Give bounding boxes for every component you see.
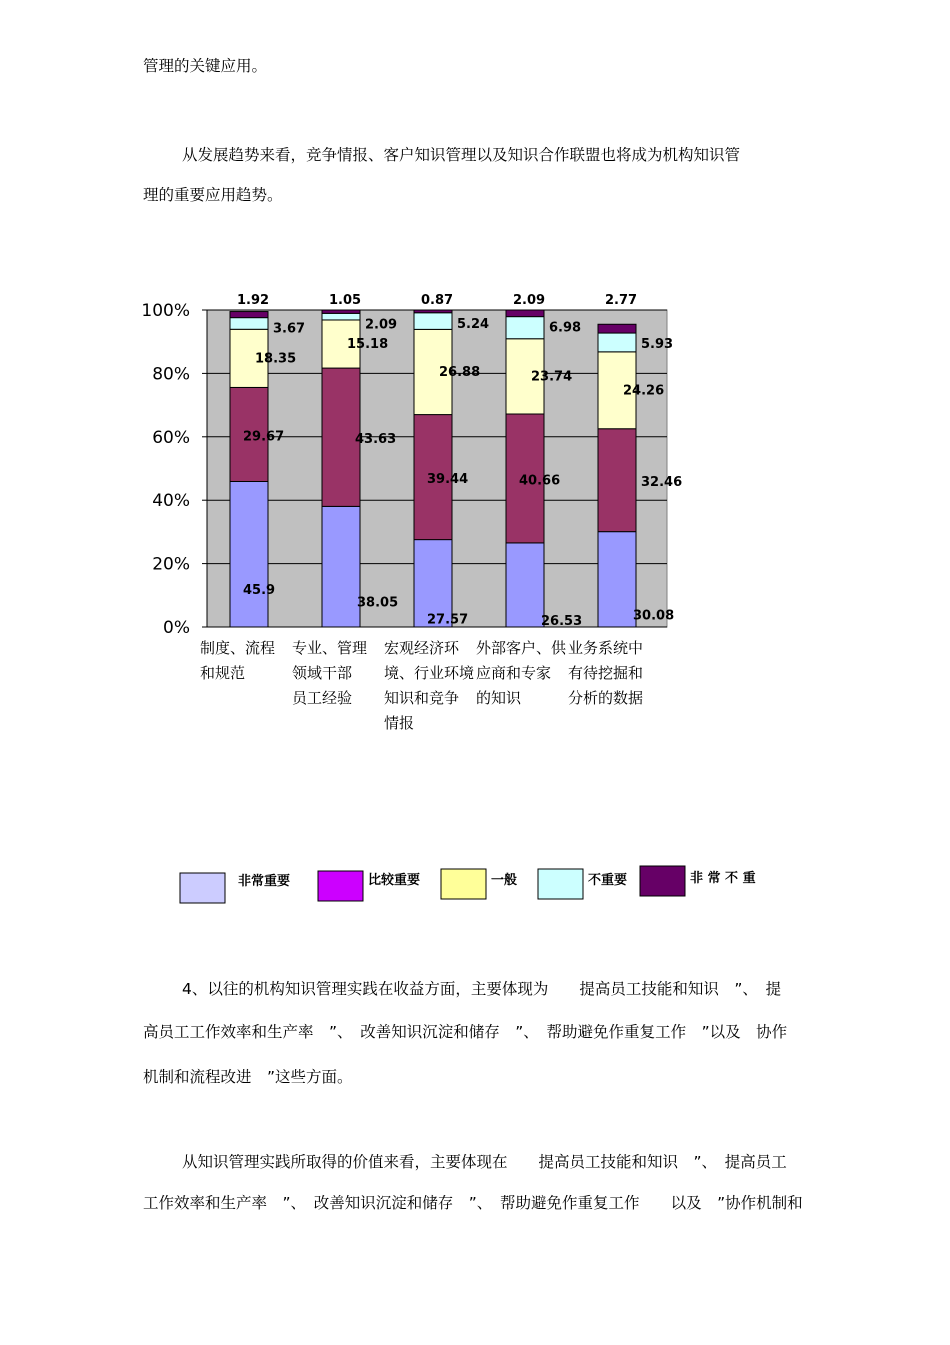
bar-segment xyxy=(322,313,360,320)
data-label: 43.63 xyxy=(355,432,397,448)
data-label: 15.18 xyxy=(347,337,389,353)
category-label: 宏观经济环 xyxy=(384,639,460,657)
data-label: 27.57 xyxy=(427,612,469,628)
category-label: 员工经验 xyxy=(292,689,353,707)
data-label: 1.92 xyxy=(237,293,270,308)
data-label: 2.09 xyxy=(365,317,398,333)
bar-segment xyxy=(598,324,636,333)
bar-segment xyxy=(598,532,636,627)
paragraph-4-line-1: 从知识管理实践所取得的价值来看，主要体现在 提高员工技能和知识 ”、 提高员工 xyxy=(182,1153,787,1171)
data-label: 26.53 xyxy=(541,613,583,629)
category-label: 的知识 xyxy=(476,689,522,707)
paragraph-1-line-1: 管理的关键应用。 xyxy=(143,57,268,75)
bar-segment xyxy=(230,318,268,330)
data-label: 26.88 xyxy=(439,364,481,380)
bar-segment xyxy=(322,506,360,627)
data-label: 2.77 xyxy=(605,293,638,308)
data-label: 23.74 xyxy=(531,369,573,385)
paragraph-3-line-2: 高员工工作效率和生产率 ”、 改善知识沉淀和储存 ”、 帮助避免作重复工作 ”以及 协作 xyxy=(143,1023,788,1041)
paragraph-3-line-3: 机制和流程改进 ”这些方面。 xyxy=(143,1068,353,1086)
data-label: 3.67 xyxy=(273,321,306,337)
legend-label: 比较重要 xyxy=(368,873,421,888)
bar-segment xyxy=(598,333,636,352)
legend-swatch xyxy=(538,869,583,899)
y-tick-label: 20% xyxy=(152,554,190,575)
legend-swatch xyxy=(640,866,685,896)
category-label: 领域干部 xyxy=(292,664,353,682)
data-label: 38.05 xyxy=(357,595,399,611)
y-tick-label: 60% xyxy=(152,427,190,448)
bar-segment xyxy=(506,310,544,317)
data-label: 0.87 xyxy=(421,293,454,308)
legend-label: 非 常 不 重 xyxy=(690,871,756,886)
bar-segment xyxy=(230,481,268,627)
y-tick-label: 80% xyxy=(152,364,190,385)
data-label: 1.05 xyxy=(329,293,362,308)
category-label: 知识和竞争 xyxy=(384,689,460,707)
data-label: 45.9 xyxy=(243,583,276,599)
paragraph-2-line-1: 从发展趋势来看，竞争情报、客户知识管理以及知识合作联盟也将成为机构知识管 xyxy=(182,146,741,164)
legend-label: 非常重要 xyxy=(238,874,291,889)
bar-segment xyxy=(414,310,452,313)
data-label: 24.26 xyxy=(623,383,665,399)
category-label: 业务系统中 xyxy=(568,639,644,657)
category-label: 和规范 xyxy=(200,664,246,682)
data-label: 39.44 xyxy=(427,472,469,488)
category-label: 专业、管理 xyxy=(292,639,368,657)
paragraph-3-line-1: 4、以往的机构知识管理实践在收益方面，主要体现为 提高员工技能和知识 ”、 提 xyxy=(182,980,782,998)
legend-label: 一般 xyxy=(491,873,518,888)
bar-segment xyxy=(322,310,360,313)
data-label: 32.46 xyxy=(641,475,683,491)
data-label: 30.08 xyxy=(633,608,675,624)
data-label: 5.24 xyxy=(457,316,490,332)
bar-segment xyxy=(506,543,544,627)
bar-segment xyxy=(414,313,452,330)
data-label: 29.67 xyxy=(243,429,285,445)
data-label: 2.09 xyxy=(513,293,546,308)
category-label: 制度、流程 xyxy=(200,639,276,657)
category-label: 分析的数据 xyxy=(568,689,644,707)
data-label: 6.98 xyxy=(549,320,582,336)
y-tick-label: 0% xyxy=(163,618,190,638)
category-label: 境、行业环境 xyxy=(384,664,475,682)
data-label: 5.93 xyxy=(641,337,674,353)
legend-label: 不重要 xyxy=(588,873,628,888)
y-tick-label: 100% xyxy=(141,301,190,321)
y-tick-label: 40% xyxy=(152,491,190,512)
category-label: 应商和专家 xyxy=(476,664,552,682)
legend-swatch xyxy=(318,871,363,901)
category-label: 有待挖掘和 xyxy=(568,664,644,682)
category-label: 情报 xyxy=(384,714,415,732)
paragraph-2-line-2: 理的重要应用趋势。 xyxy=(143,186,283,204)
bar-segment xyxy=(506,317,544,339)
bar-segment xyxy=(598,429,636,532)
legend-swatch xyxy=(180,873,225,903)
paragraph-4-line-2: 工作效率和生产率 ”、 改善知识沉淀和储存 ”、 帮助避免作重复工作 以及 ”协作机制和 xyxy=(143,1194,803,1212)
data-label: 40.66 xyxy=(519,473,561,489)
category-label: 外部客户、供 xyxy=(476,639,567,657)
data-label: 18.35 xyxy=(255,351,297,367)
legend-swatch xyxy=(441,869,486,899)
bar-segment xyxy=(230,312,268,318)
